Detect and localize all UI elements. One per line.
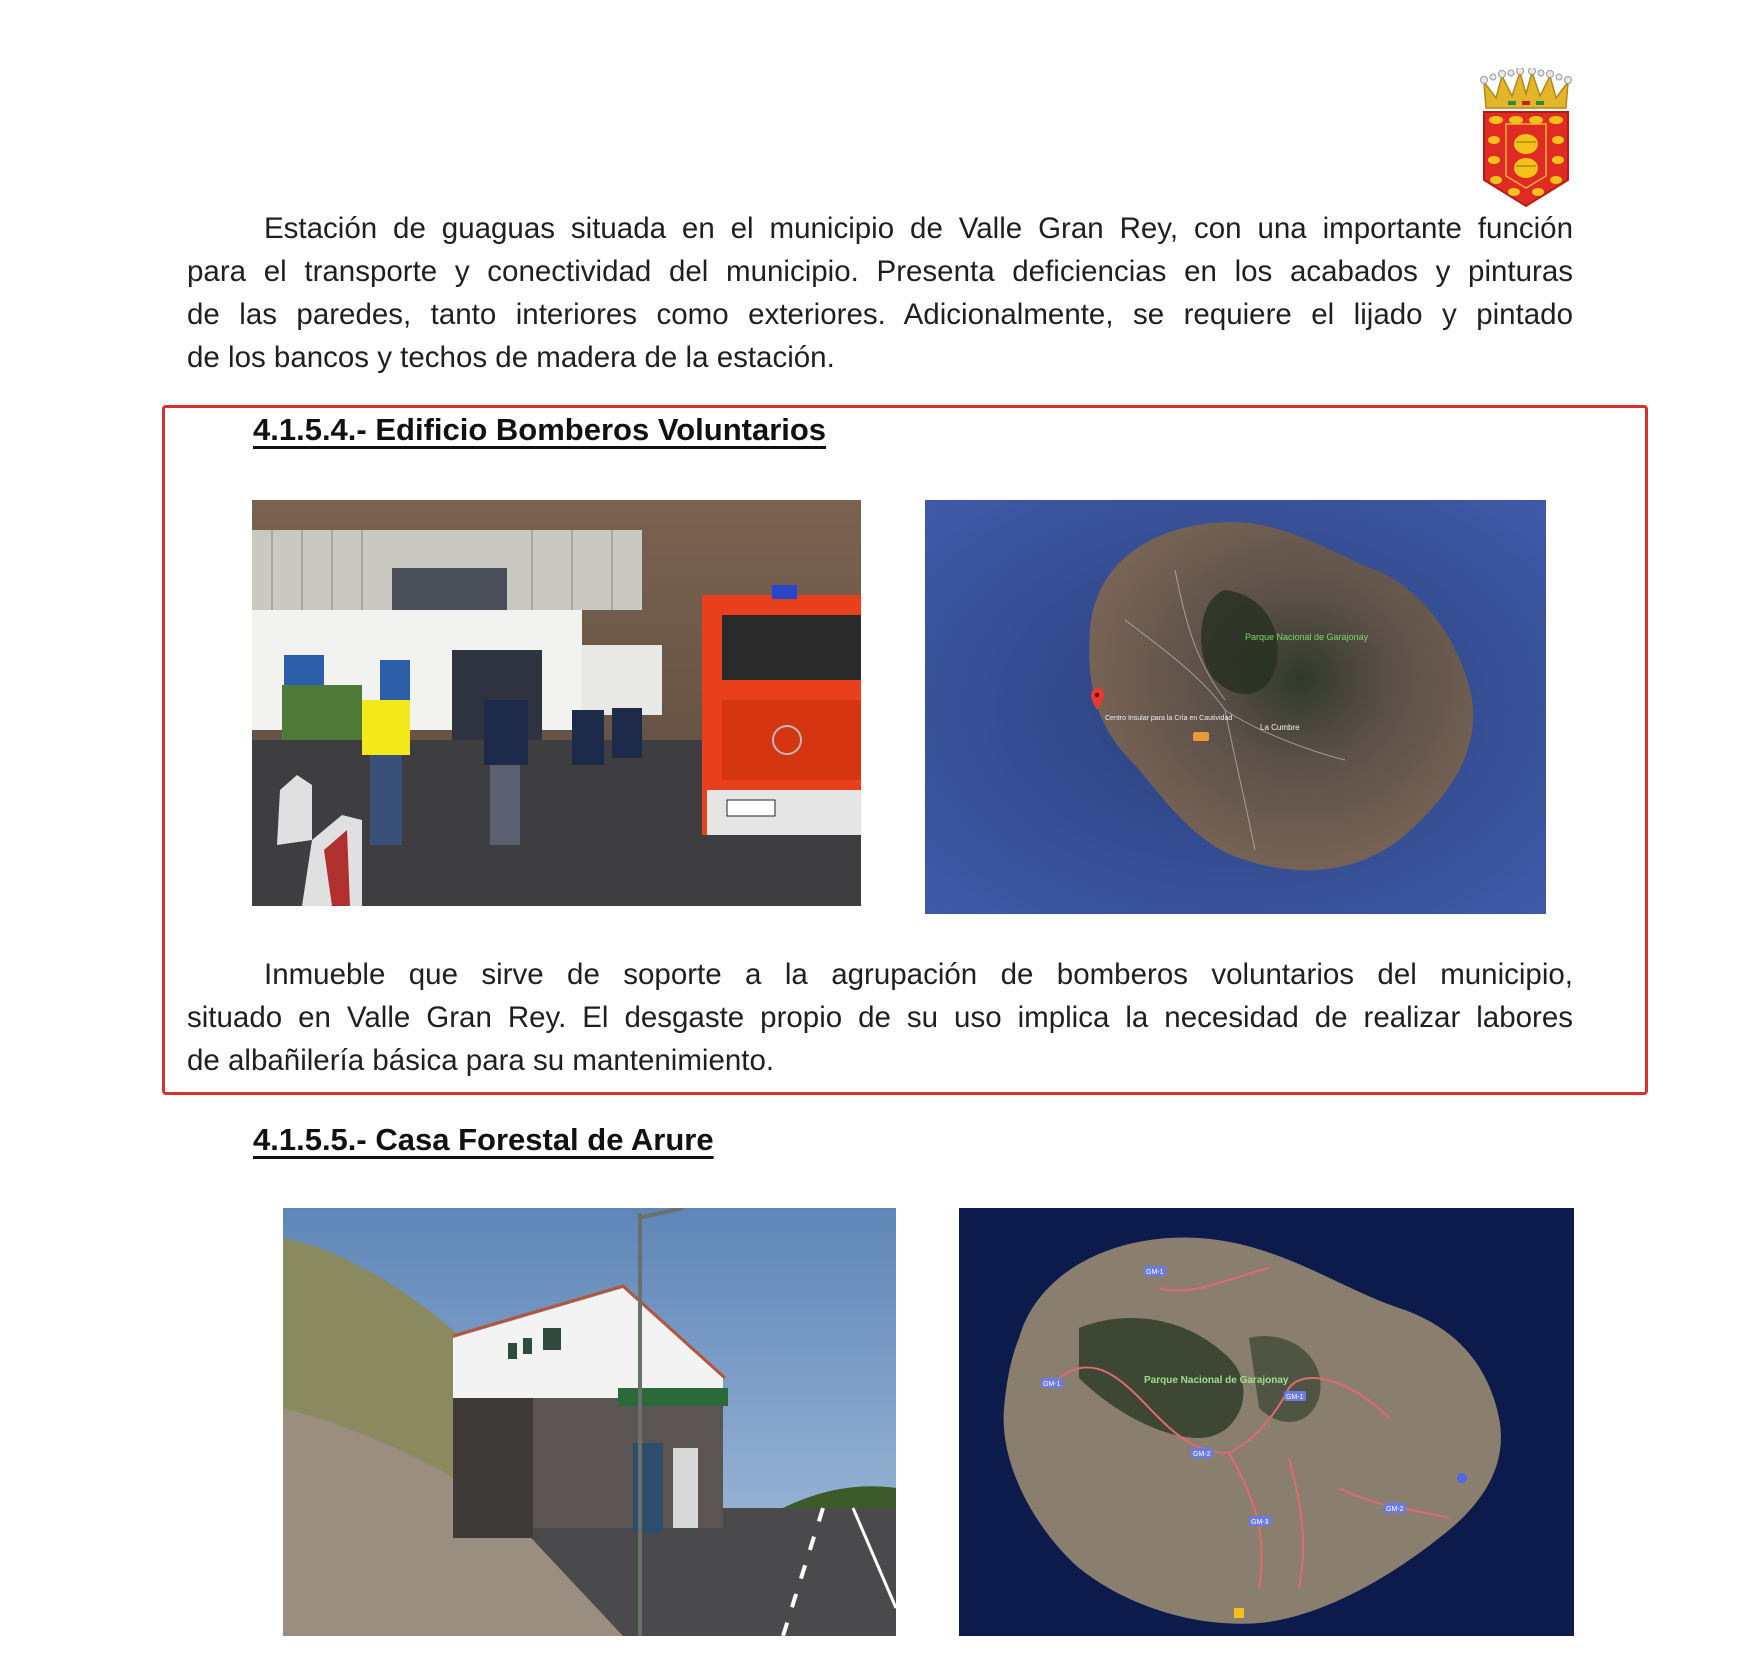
road-label: GM-1 [1043,1381,1061,1388]
coat-of-arms-logo [1478,68,1574,208]
island-road-map [959,1208,1574,1636]
bomberos-line: situado en Valle Gran Rey. El desgaste propio de su uso implica la necesidad de realizar labores [187,1001,1573,1034]
road-label: GM-1 [1146,1269,1164,1276]
map-town-label: La Cumbre [1260,723,1300,732]
crown-icon [1481,68,1572,108]
shield-icon [1484,112,1568,206]
intro-line: Estación de guaguas situada en el municipio de Valle Gran Rey, con una importante función [264,212,1573,245]
road-label: GM-3 [1251,1519,1269,1526]
forest-house-photo [283,1208,896,1636]
map-park-label: Parque Nacional de Garajonay [1144,1375,1289,1386]
map-marker-icon [1234,1608,1244,1618]
intro-line: de los bancos y techos de madera de la estación. [187,341,835,374]
bomberos-line: Inmueble que sirve de soporte a la agrupación de bomberos voluntarios del municipio, [264,958,1573,991]
map-pin-label: Centro Insular para la Cría en Cautividad [1105,715,1233,722]
bomberos-paragraph [187,953,1573,1082]
section-heading-bomberos: 4.1.5.4.- Edificio Bomberos Voluntarios [253,412,827,447]
intro-line: de las paredes, tanto interiores como exteriores. Adicionalmente, se requiere el lijado y pintado [187,298,1573,331]
island-satellite-map [925,500,1546,914]
bomberos-line: de albañilería básica para su mantenimiento. [187,1044,775,1077]
fire-station-photo [252,500,861,906]
section-heading-arure: 4.1.5.5.- Casa Forestal de Arure [253,1122,714,1157]
port-icon [1457,1473,1467,1483]
road-label: GM-2 [1386,1506,1404,1513]
intro-line: para el transporte y conectividad del municipio. Presenta deficiencias en los acabados y pinturas [187,255,1573,288]
map-park-label: Parque Nacional de Garajonay [1245,632,1369,642]
road-label: GM-1 [1286,1394,1304,1401]
intro-paragraph [187,207,1573,379]
road-label: GM-2 [1193,1451,1211,1458]
